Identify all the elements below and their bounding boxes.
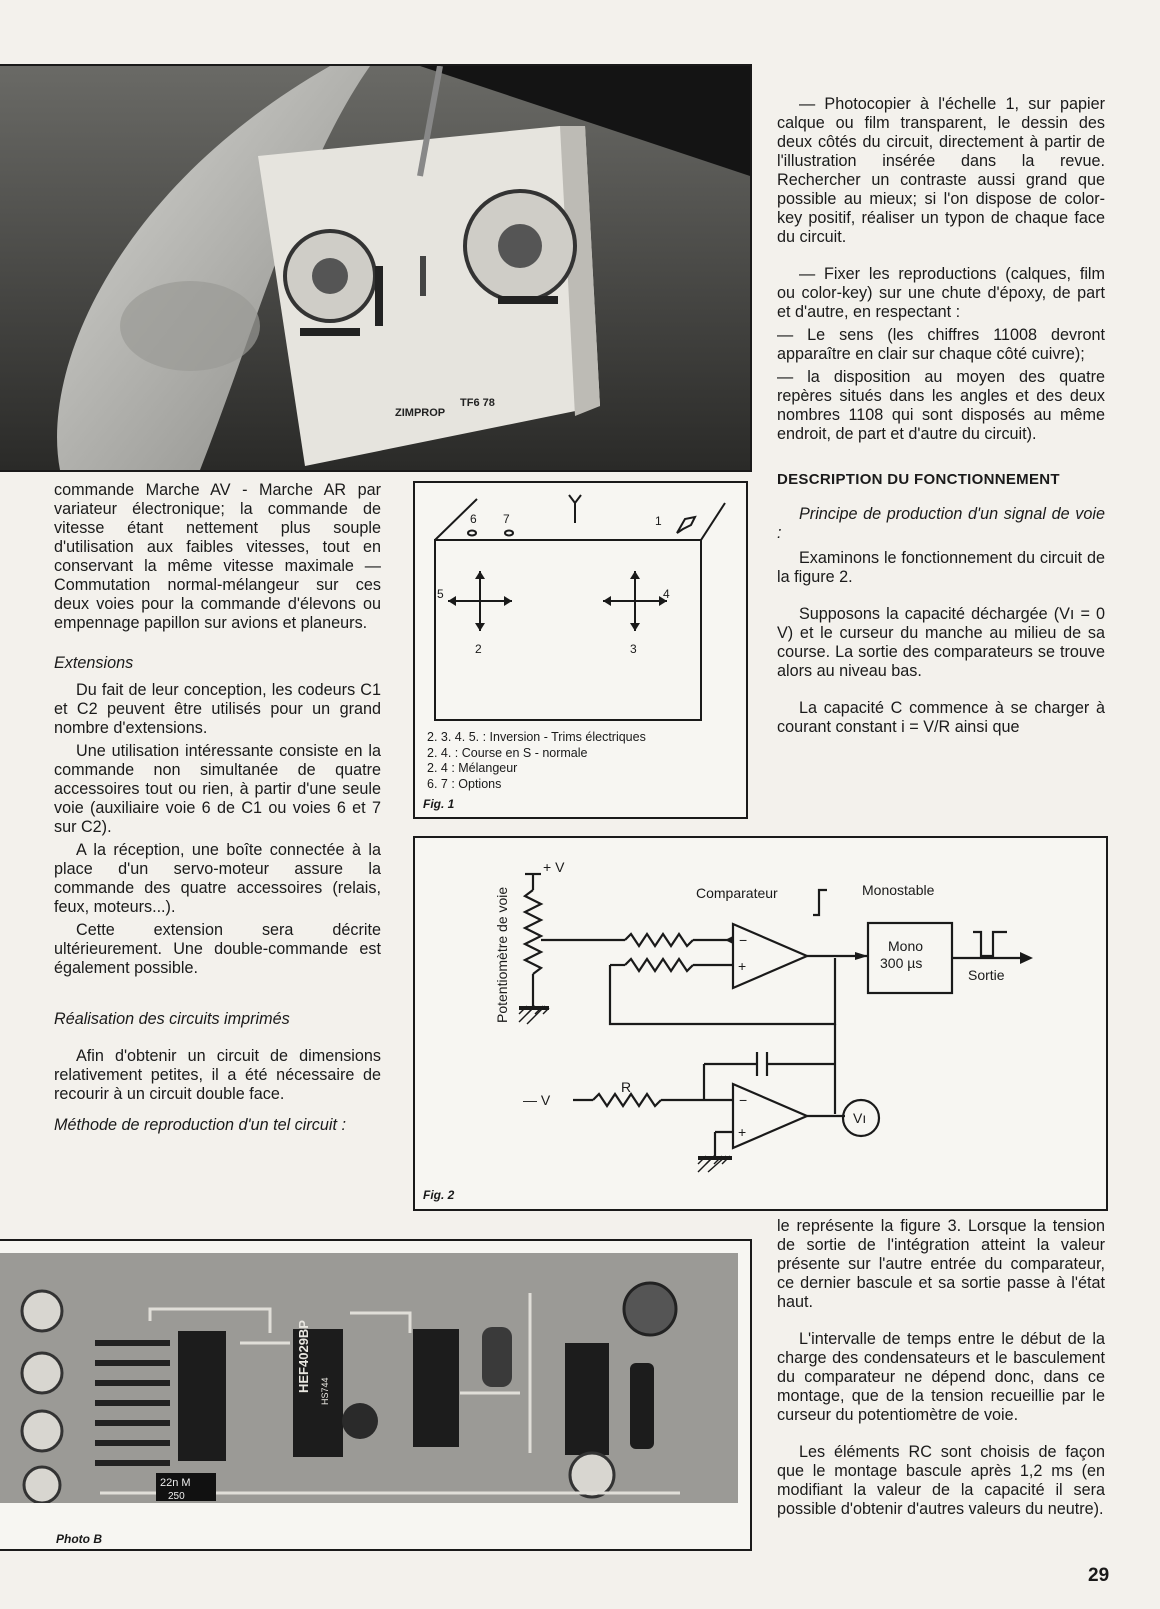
fig1-frame [413, 481, 748, 819]
fig1-legend-item: 2. 3. 4. 5. : Inversion - Trims électriques [427, 730, 646, 744]
fig1-label-4: 4 [663, 587, 670, 601]
fig2-schematic [415, 838, 1106, 1209]
right-para-7: La capacité C commence à se charger à courant constant i = V/R ainsi que [777, 699, 1105, 736]
fig2-mono-line2: 300 µs [880, 955, 923, 971]
chip-label: HEF4029BP [296, 1320, 311, 1393]
bottom-para-3: Les éléments RC sont choisis de façon que le montage bascule après 1,2 ms (en modifiant la valeur de la capacité il sera possible d'obtenir d'autres valeurs du neutre). [777, 1443, 1105, 1518]
fig1-legend-item: 2. 4. : Course en S - normale [427, 745, 588, 760]
fig2-mono-line1: Mono [888, 938, 924, 954]
right-para-1: — Photocopier à l'échelle 1, sur papier calque ou film transparent, le dessin des deux côtés du circuit, directement à partir de l'illustration insérée dans la revue. Rechercher un contraste aussi grand que possible au mieux; si l'on dispose de color-key positif, réaliser un typon de chaque face du circuit. [777, 95, 1105, 246]
fig1-legend-item: 2. 4 : Mélangeur [427, 761, 518, 775]
fig1-label-2: 2 [475, 642, 482, 656]
left-para-3: Une utilisation intéressante consiste en la commande non simultanée de quatre accessoires tout ou rien, à partir d'une seule voie (auxiliaire voie 6 de C1 ou voies 6 et 7 sur C2). [54, 742, 381, 836]
realisation-heading: Réalisation des circuits imprimés [54, 1010, 290, 1028]
right-para-4: — la disposition au moyen des quatre repères situés dans les angles et des deux nombres 1108 qui sont disposés au même endroit, de part et d'autre du circuit). [777, 368, 1105, 443]
fig1-caption: Fig. 1 [423, 797, 455, 811]
fig2-plus-v: + V [543, 859, 565, 875]
fig1-legend [427, 730, 646, 792]
right-para-5: Examinons le fonctionnement du circuit de la figure 2. [777, 549, 1105, 586]
principe-heading: Principe de production d'un signal de voie : [777, 505, 1105, 542]
fig2-caption: Fig. 2 [423, 1188, 455, 1202]
photo-b-caption: Photo B [56, 1532, 102, 1546]
photo-a-frame [0, 64, 752, 472]
chip-code: HS744 [320, 1377, 330, 1405]
fig2-r-label: R [621, 1079, 632, 1095]
fig2-sortie-label: Sortie [968, 967, 1005, 983]
page-number: 29 [1088, 1565, 1110, 1586]
photo-a [0, 66, 750, 470]
right-para-2: — Fixer les reproductions (calques, film ou color-key) sur une chute d'époxy, de part et d'autre, en respectant : [777, 265, 1105, 321]
fig2-comp-minus: − [739, 932, 748, 948]
fig2-monostable-label: Monostable [862, 882, 935, 898]
fig1-label-1: 1 [655, 514, 662, 528]
description-heading: DESCRIPTION DU FONCTIONNEMENT [777, 471, 1060, 488]
fig2-comp-plus: + [738, 958, 747, 974]
right-para-3: — Le sens (les chiffres 11008 devront apparaître en clair sur chaque côté cuivre); [777, 326, 1105, 363]
fig1-legend-item: 6. 7 : Options [427, 776, 502, 791]
fig2-minus-v: — V [523, 1092, 551, 1108]
fig1-label-3: 3 [630, 642, 637, 656]
left-column [54, 481, 381, 1135]
left-para-4: A la réception, une boîte connectée à la place d'un servo-moteur assure la commande des quatre accessoires (relais, feux, moteurs...). [54, 841, 381, 916]
right-para-6: Supposons la capacité déchargée (Vı = 0 V) et le curseur du manche au milieu de sa course. La sortie des comparateurs se trouve alors au niveau bas. [777, 605, 1105, 680]
right-column [777, 95, 1105, 737]
photo-b [0, 1253, 738, 1503]
capacitor-label-1: 22n M [160, 1477, 191, 1489]
fig2-pot-label: Potentiomètre de voie [494, 886, 510, 1023]
fig2-comparateur-label: Comparateur [696, 885, 778, 901]
fig1-diagram [415, 483, 746, 733]
right-column-bottom [777, 1217, 1105, 1519]
photo-b-frame [0, 1239, 752, 1551]
fig2-vi-label: Vı [853, 1110, 867, 1126]
bottom-para-2: L'intervalle de temps entre le début de la charge des condensateurs et le basculement du comparateur ne dépend donc, dans ce montage, que de la tension recueillie par le curseur du potentiomètre de voie. [777, 1330, 1105, 1424]
capacitor-label-2: 250 [168, 1491, 185, 1502]
fig2-frame [413, 836, 1108, 1211]
left-para-1: commande Marche AV - Marche AR par variateur électronique; la commande de vitesse étant nettement plus souple d'utilisation aux faibles vitesses, tout en conservant la même vitesse maximale — Commutation normal-mélangeur sur ces deux voies pour la commande d'élevons ou empennage papillon sur avions et planeurs. [54, 481, 381, 632]
fig1-label-5: 5 [437, 587, 444, 601]
fig2-int-minus: − [739, 1092, 748, 1108]
device-model: TF6 78 [460, 397, 495, 409]
device-brand: ZIMPROP [395, 407, 446, 419]
left-para-2: Du fait de leur conception, les codeurs C1 et C2 peuvent être utilisés pour un grand nombre d'extensions. [54, 681, 381, 737]
left-para-6: Afin d'obtenir un circuit de dimensions relativement petites, il a été nécessaire de recourir à un circuit double face. [54, 1047, 381, 1103]
fig2-int-plus: + [738, 1124, 747, 1140]
extensions-heading: Extensions [54, 654, 134, 672]
methode-heading: Méthode de reproduction d'un tel circuit : [54, 1116, 346, 1134]
left-para-5: Cette extension sera décrite ultérieurement. Une double-commande est également possible. [54, 921, 381, 977]
fig1-label-6: 6 [470, 512, 477, 526]
bottom-para-1: le représente la figure 3. Lorsque la tension de sortie de l'intégration atteint la valeur présente sur l'autre entrée du comparateur, ce dernier bascule et sa sortie passe à l'état haut. [777, 1217, 1105, 1311]
fig1-label-7: 7 [503, 512, 510, 526]
